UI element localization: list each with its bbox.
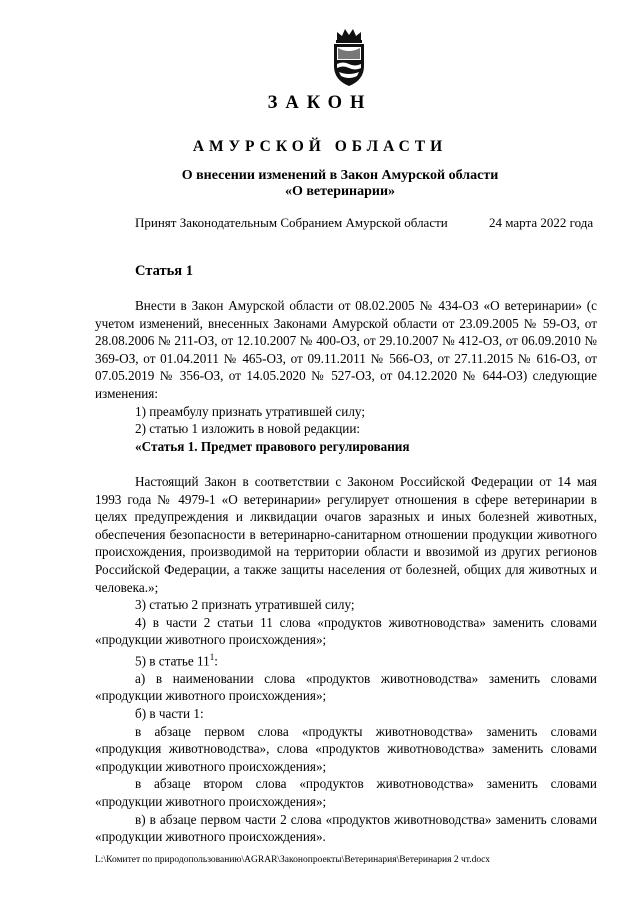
article-body <box>95 297 597 846</box>
item-5b-paragraph-1: в абзаце первом слова «продукты животноводства» заменить словами «продукция животноводства», слова «продуктов животноводства» заменить словами «продукции животного происхождения»; <box>95 723 597 774</box>
item-2: 2) статью 1 изложить в новой редакции: <box>135 421 361 437</box>
region-title: АМУРСКОЙ ОБЛАСТИ <box>192 138 448 155</box>
item-5b: б) в части 1: <box>135 706 204 722</box>
item-1: 1) преамбулу признать утратившей силу; <box>135 403 366 419</box>
intro-paragraph: Внести в Закон Амурской области от 08.02.2005 № 434-ОЗ «О ветеринарии» (с учетом изменений, внесенных Законами Амурской области от 23.09.2005 № 59-ОЗ, от 28.08.2006 № 211-ОЗ, от 12.10.2007 № 400-ОЗ, от 29.10.2007 № 412-ОЗ, от 06.09.2010 № 369-ОЗ, от 01.04.2011 № 465-ОЗ, от 09.11.2011 № 566-ОЗ, от 27.11.2015 № 616-ОЗ, от 07.05.2019 № 356-ОЗ, от 14.05.2020 № 527-ОЗ, от 04.12.2020 № 644-ОЗ) следующие изменения: <box>95 298 597 401</box>
item-5c: в) в абзаце первом части 2 слова «продуктов животноводства» заменить словами «продукции животного происхождения». <box>95 811 597 845</box>
item-5 <box>95 649 597 670</box>
quoted-article-text: Настоящий Закон в соответствии с Законом Российской Федерации от 14 мая 1993 года № 4979-1 «О ветеринарии» регулирует отношения в сфере ветеринарии в целях предупреждения и ликвидации очагов заразных и иных болезней животных, обеспечения безопасности в ветеринарно-санитарном отношении продукции животного происхождения, производимой на территории области и ввозимой из других регионов Российской Федерации, а также защиты населения от болезней, общих для животных и человека.»; <box>95 473 597 595</box>
article-heading: Статья 1 <box>135 263 193 279</box>
coat-of-arms-icon <box>328 26 370 88</box>
item-5-text: 5) в статье 11 <box>135 653 210 669</box>
file-path-footer: L:\Комитет по природопользованию\AGRAR\Законопроекты\Ветеринария\Ветеринария 2 чт.docx <box>95 855 491 865</box>
adopted-by: Принят Законодательным Собранием Амурской области <box>135 215 448 230</box>
subtitle-line-1: О внесении изменений в Закон Амурской области <box>181 168 499 183</box>
adopted-date: 24 марта 2022 года <box>489 215 594 230</box>
subtitle-line-2: «О ветеринарии» <box>284 184 396 199</box>
item-3: 3) статью 2 признать утратившей силу; <box>135 597 355 613</box>
item-5-superscript: 1 <box>209 651 215 662</box>
law-title: ЗАКОН <box>267 93 373 113</box>
item-5a: а) в наименовании слова «продуктов животноводства» заменить словами «продукции животного происхождения»; <box>95 670 597 704</box>
item-4: 4) в части 2 статьи 11 слова «продуктов животноводства» заменить словами «продукции животного происхождения»; <box>95 614 597 648</box>
quoted-article-heading: «Статья 1. Предмет правового регулирования <box>135 438 410 454</box>
item-5b-paragraph-2: в абзаце втором слова «продуктов животноводства» заменить словами «продукции животного происхождения»; <box>95 776 597 810</box>
document-subtitle <box>0 168 640 200</box>
item-5-colon: : <box>214 653 218 669</box>
